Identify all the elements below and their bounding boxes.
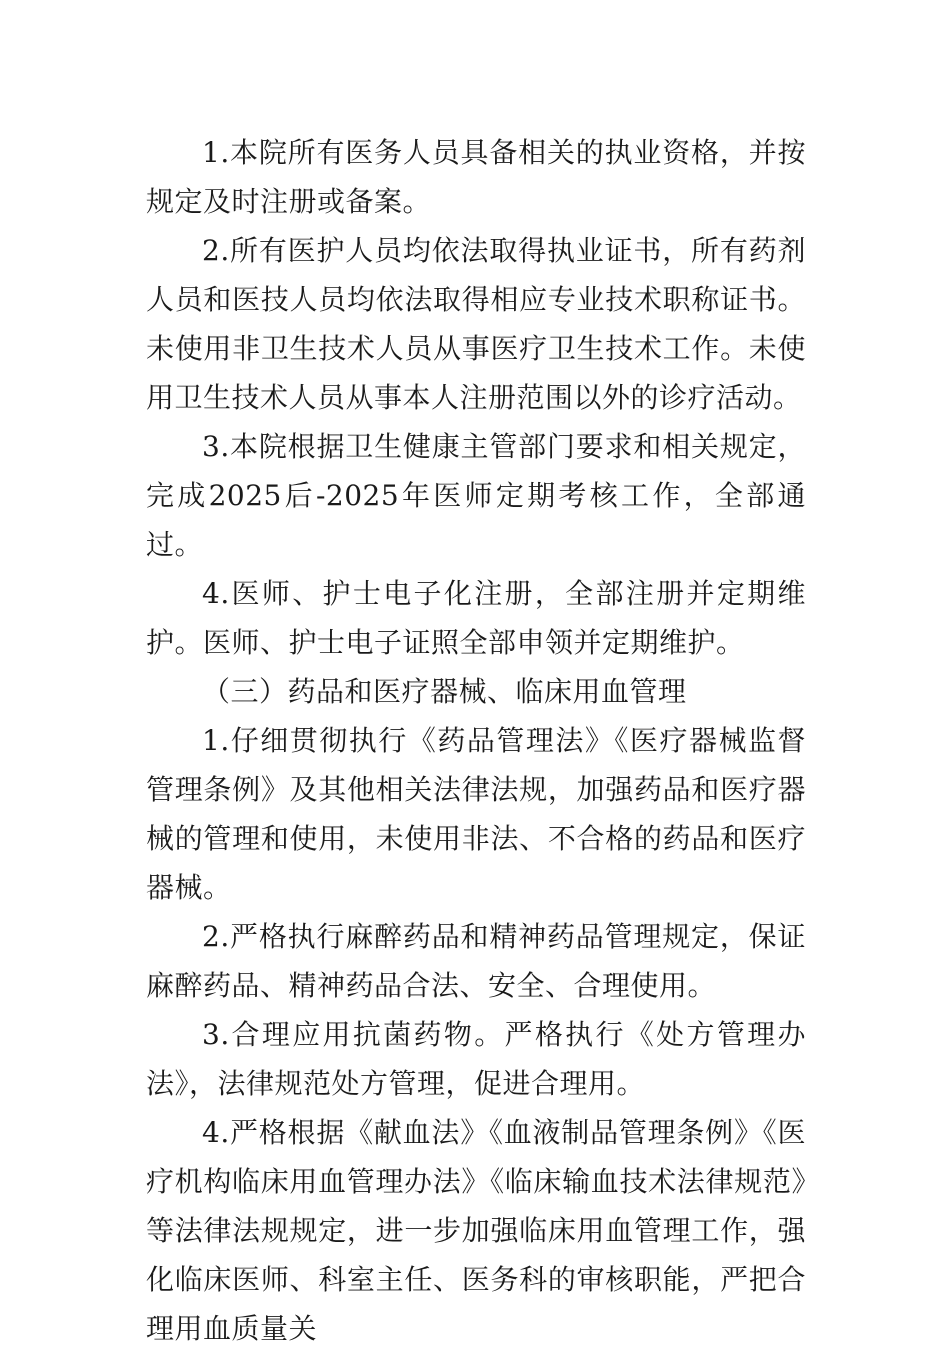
paragraph-4: 4.医师、护士电子化注册，全部注册并定期维护。医师、护士电子证照全部申领并定期维护。	[146, 577, 806, 659]
paragraph-7: 3.合理应用抗菌药物。严格执行《处方管理办法》，法律规范处方管理，促进合理用。	[146, 1018, 806, 1100]
paragraph-8: 4.严格根据《献血法》《血液制品管理条例》《医疗机构临床用血管理办法》《临床输血技术法律规范》等法律法规规定，进一步加强临床用血管理工作，强化临床医师、科室主任、医务科的审核职能，严把合理用血质量关	[146, 1116, 806, 1345]
paragraph-3: 3.本院根据卫生健康主管部门要求和相关规定，完成2025后-2025年医师定期考核工作，全部通过。	[146, 430, 806, 561]
paragraph-5: 1.仔细贯彻执行《药品管理法》《医疗器械监督管理条例》及其他相关法律法规，加强药品和医疗器械的管理和使用，未使用非法、不合格的药品和医疗器械。	[146, 724, 806, 904]
paragraph-2: 2.所有医护人员均依法取得执业证书，所有药剂人员和医技人员均依法取得相应专业技术职称证书。未使用非卫生技术人员从事医疗卫生技术工作。未使用卫生技术人员从事本人注册范围以外的诊疗活动。	[146, 234, 806, 414]
paragraph-6: 2.严格执行麻醉药品和精神药品管理规定，保证麻醉药品、精神药品合法、安全、合理使用。	[146, 920, 806, 1002]
section-heading: （三）药品和医疗器械、临床用血管理	[202, 675, 687, 708]
document-body	[146, 128, 806, 1353]
paragraph-1: 1.本院所有医务人员具备相关的执业资格，并按规定及时注册或备案。	[146, 136, 806, 218]
